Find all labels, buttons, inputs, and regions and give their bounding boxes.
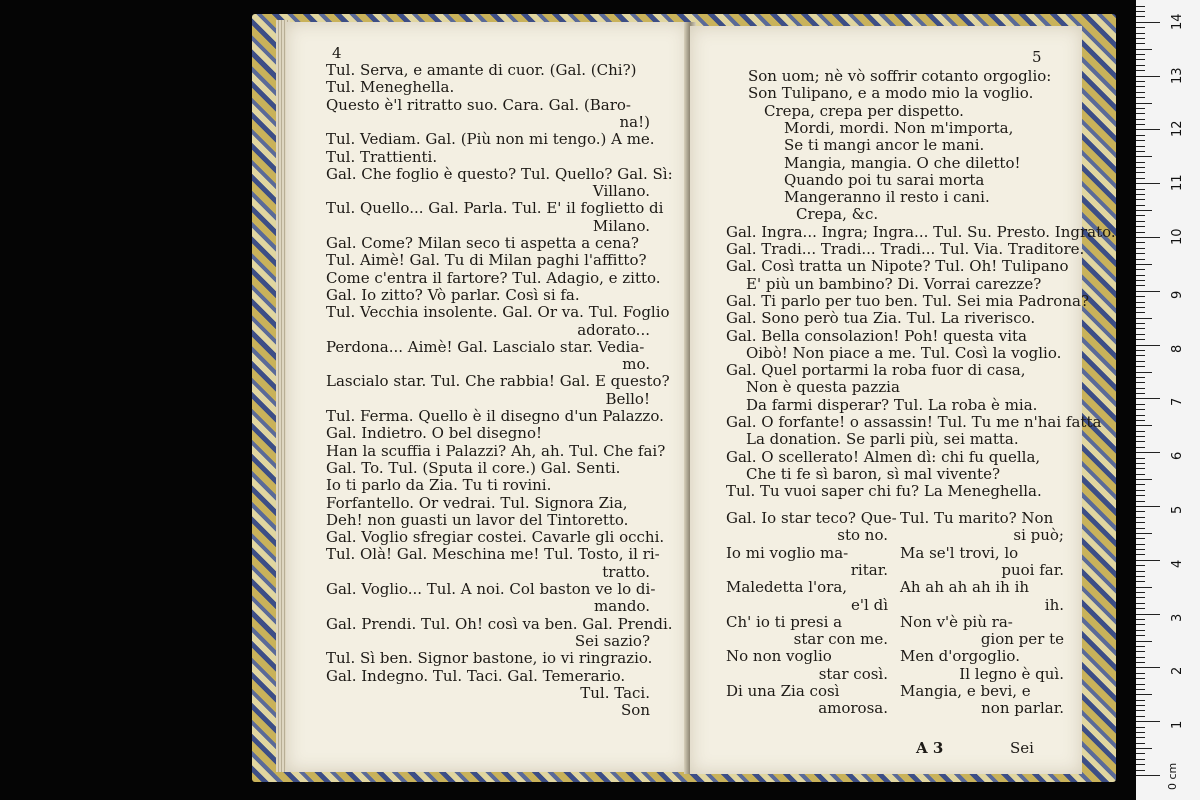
ruler-number: 8 bbox=[1170, 344, 1185, 353]
ruler-tick bbox=[1136, 135, 1145, 136]
duet-left-line: Io mi voglio ma- bbox=[726, 543, 849, 562]
left-text-line: na!) bbox=[619, 112, 650, 131]
ruler-number: 3 bbox=[1170, 613, 1185, 622]
duet-right-line: non parlar. bbox=[981, 699, 1064, 718]
ruler-tick bbox=[1136, 587, 1152, 588]
ruler-tick bbox=[1136, 463, 1145, 464]
ruler-tick bbox=[1136, 635, 1145, 636]
left-text-line: Tul. Sì ben. Signor bastone, io vi ringrazio. bbox=[326, 649, 653, 668]
left-text-line: Tul. Meneghella. bbox=[326, 78, 455, 97]
right-text-line: Tul. Tu vuoi saper chi fu? La Meneghella. bbox=[726, 482, 1042, 501]
ruler-tick bbox=[1136, 339, 1145, 340]
ruler-tick bbox=[1136, 581, 1145, 582]
ruler-tick bbox=[1136, 253, 1145, 254]
right-text-line: Quando poi tu sarai morta bbox=[784, 170, 985, 189]
ruler-unit-label: 0 cm bbox=[1166, 762, 1179, 790]
ruler-tick bbox=[1136, 775, 1160, 776]
ruler-tick bbox=[1136, 307, 1145, 308]
ruler-tick bbox=[1136, 210, 1152, 211]
ruler-tick bbox=[1136, 710, 1145, 711]
ruler-tick bbox=[1136, 377, 1145, 378]
duet-left-line: star così. bbox=[818, 664, 888, 683]
left-text-line: Tul. Olà! Gal. Meschina me! Tul. Tosto, il ri- bbox=[326, 545, 660, 564]
right-text-line: Da farmi disperar? Tul. La roba è mia. bbox=[746, 395, 1038, 414]
ruler-number: 4 bbox=[1170, 559, 1185, 568]
ruler-tick bbox=[1136, 705, 1145, 706]
ruler-tick bbox=[1136, 237, 1160, 238]
left-text-line: Lascialo star. Tul. Che rabbia! Gal. E questo? bbox=[326, 372, 670, 391]
ruler-tick bbox=[1136, 684, 1145, 685]
right-text-line: Gal. O forfante! o assassin! Tul. Tu me n'hai fatta bbox=[726, 413, 1102, 431]
ruler-tick bbox=[1136, 743, 1145, 744]
ruler-tick bbox=[1136, 140, 1145, 141]
right-text-line: Se ti mangi ancor le mani. bbox=[784, 136, 985, 155]
ruler-tick bbox=[1136, 468, 1145, 469]
ruler-tick bbox=[1136, 129, 1160, 130]
right-text-line: Non è questa pazzia bbox=[746, 378, 900, 397]
left-text-line: mando. bbox=[594, 597, 650, 616]
catchword: Sei bbox=[1010, 739, 1034, 757]
ruler-tick bbox=[1136, 259, 1145, 260]
left-text-line: Tul. Ferma. Quello è il disegno d'un Palazzo. bbox=[326, 407, 664, 425]
ruler-tick bbox=[1136, 528, 1145, 529]
ruler-tick bbox=[1136, 630, 1145, 631]
duet-left-line: No non voglio bbox=[726, 647, 832, 666]
right-text-line: Gal. Ti parlo per tuo ben. Tul. Sei mia Padrona? bbox=[726, 291, 1089, 310]
ruler-tick bbox=[1136, 70, 1145, 71]
ruler-tick bbox=[1136, 764, 1145, 765]
ruler-tick bbox=[1136, 452, 1160, 453]
ruler-tick bbox=[1136, 393, 1145, 394]
left-text-line: mo. bbox=[622, 355, 650, 374]
ruler-tick bbox=[1136, 372, 1152, 373]
ruler-tick bbox=[1136, 689, 1145, 690]
ruler-tick bbox=[1136, 501, 1145, 502]
ruler-tick bbox=[1136, 280, 1145, 281]
signature-mark: A 3 bbox=[916, 739, 944, 757]
left-text-line: Tul. Taci. bbox=[580, 683, 650, 702]
ruler-tick bbox=[1136, 673, 1145, 674]
duet-right-line: Ah ah ah ah ih ih bbox=[900, 578, 1030, 597]
ruler-tick bbox=[1136, 732, 1145, 733]
duet-left-line: Ch' io ti presi a bbox=[726, 612, 843, 631]
ruler-tick bbox=[1136, 576, 1145, 577]
right-text-line: Gal. Ingra... Ingra; Ingra... Tul. Su. Presto. Ingrato. bbox=[726, 222, 1116, 241]
duet-left-line: amorosa. bbox=[818, 699, 888, 718]
left-text-line: Gal. Indietro. O bel disegno! bbox=[326, 424, 543, 443]
ruler-tick bbox=[1136, 554, 1145, 555]
ruler-tick bbox=[1136, 156, 1152, 157]
ruler-number: 7 bbox=[1170, 398, 1185, 407]
ruler-tick bbox=[1136, 54, 1145, 55]
ruler-tick bbox=[1136, 431, 1145, 432]
left-page-number: 4 bbox=[332, 44, 342, 62]
ruler-tick bbox=[1136, 737, 1145, 738]
right-text-line: Gal. Bella consolazion! Poh! questa vita bbox=[726, 326, 1028, 345]
ruler-tick bbox=[1136, 608, 1145, 609]
ruler-tick bbox=[1136, 641, 1152, 642]
duet-right-line: puoi far. bbox=[1001, 560, 1064, 579]
ruler-tick bbox=[1136, 11, 1145, 12]
ruler-tick bbox=[1136, 65, 1145, 66]
ruler-tick bbox=[1136, 436, 1145, 437]
ruler-tick bbox=[1136, 544, 1145, 545]
ruler-tick bbox=[1136, 38, 1145, 39]
ruler-tick bbox=[1136, 420, 1145, 421]
ruler-tick bbox=[1136, 721, 1160, 722]
duet-right-line: si può; bbox=[1013, 526, 1064, 545]
ruler-tick bbox=[1136, 517, 1145, 518]
ruler-tick bbox=[1136, 242, 1145, 243]
ruler-tick bbox=[1136, 603, 1145, 604]
ruler-tick bbox=[1136, 189, 1145, 190]
right-text-line: Gal. Così tratta un Nipote? Tul. Oh! Tulipano bbox=[726, 257, 1069, 276]
right-page-number: 5 bbox=[1032, 48, 1042, 66]
ruler-number: 5 bbox=[1170, 505, 1185, 514]
ruler-tick bbox=[1136, 388, 1145, 389]
ruler-tick bbox=[1136, 565, 1145, 566]
right-text-line: E' più un bambino? Di. Vorrai carezze? bbox=[746, 274, 1042, 293]
duet-right-line: Men d'orgoglio. bbox=[900, 647, 1020, 666]
ruler-number: 12 bbox=[1170, 120, 1185, 138]
ruler-tick bbox=[1136, 533, 1152, 534]
ruler-tick bbox=[1136, 441, 1145, 442]
left-text-line: adorato... bbox=[577, 320, 650, 339]
left-text-line: Tul. Vediam. Gal. (Più non mi tengo.) A me. bbox=[326, 130, 655, 149]
duet-right-line: Mangia, e bevi, e bbox=[900, 682, 1031, 700]
ruler-tick bbox=[1136, 474, 1145, 475]
ruler-tick bbox=[1136, 727, 1145, 728]
ruler-tick bbox=[1136, 409, 1145, 410]
ruler-tick bbox=[1136, 92, 1145, 93]
duet-right-line: gion per te bbox=[980, 630, 1064, 649]
ruler-tick bbox=[1136, 81, 1145, 82]
ruler-tick bbox=[1136, 694, 1152, 695]
ruler-tick bbox=[1136, 490, 1145, 491]
left-page bbox=[286, 22, 688, 772]
duet-left-line: Di una Zia così bbox=[726, 682, 840, 700]
duet-left-line: Maledetta l'ora, bbox=[726, 578, 848, 597]
ruler-tick bbox=[1136, 667, 1160, 668]
ruler-tick bbox=[1136, 404, 1145, 405]
ruler-tick bbox=[1136, 183, 1160, 184]
ruler-number: 1 bbox=[1170, 720, 1185, 730]
ruler-tick bbox=[1136, 108, 1145, 109]
ruler-number: 13 bbox=[1170, 67, 1185, 84]
left-text-line: Come c'entra il fartore? Tul. Adagio, e zitto. bbox=[326, 268, 661, 287]
left-text-line: Tul. Serva, e amante di cuor. (Gal. (Chi?) bbox=[326, 61, 637, 79]
left-text-line: Tul. Trattienti. bbox=[326, 147, 438, 166]
ruler-tick bbox=[1136, 76, 1160, 77]
left-text-line: Deh! non guasti un lavor del Tintoretto. bbox=[326, 510, 629, 529]
ruler-tick bbox=[1136, 49, 1152, 50]
ruler-number: 9 bbox=[1170, 290, 1185, 299]
ruler-tick bbox=[1136, 328, 1145, 329]
ruler-number: 14 bbox=[1170, 13, 1185, 30]
ruler-tick bbox=[1136, 646, 1145, 647]
ruler-tick bbox=[1136, 194, 1145, 195]
left-text-line: Gal. Voglio sfregiar costei. Cavarle gli occhi. bbox=[326, 528, 665, 547]
ruler-tick bbox=[1136, 651, 1145, 652]
right-text-line: Che ti fe sì baron, sì mal vivente? bbox=[746, 464, 1001, 483]
ruler-tick bbox=[1136, 657, 1145, 658]
ruler-tick bbox=[1136, 592, 1145, 593]
duet-right-line: ih. bbox=[1044, 595, 1064, 614]
right-text-line: Mangeranno il resto i cani. bbox=[784, 188, 990, 207]
left-text-line: Tul. Aimè! Gal. Tu di Milan paghi l'affitto? bbox=[326, 251, 647, 270]
left-text-line: Han la scuffia i Palazzi? Ah, ah. Tul. Che fai? bbox=[326, 441, 666, 460]
ruler-tick bbox=[1136, 753, 1145, 754]
right-text-line: Mangia, mangia. O che diletto! bbox=[784, 153, 1021, 172]
left-text-line: Questo è'l ritratto suo. Cara. Gal. (Baro- bbox=[326, 95, 631, 114]
right-text-line: La donation. Se parli più, sei matta. bbox=[746, 430, 1019, 449]
duet-left-line: star con me. bbox=[793, 630, 888, 649]
left-text-line: Sei sazio? bbox=[574, 631, 650, 650]
ruler-number: 2 bbox=[1170, 667, 1185, 676]
duet-right-line: Non v'è più ra- bbox=[900, 612, 1013, 631]
left-text-line: Milano. bbox=[592, 216, 650, 235]
ruler-tick bbox=[1136, 302, 1145, 303]
ruler-tick bbox=[1136, 345, 1160, 346]
ruler-tick bbox=[1136, 285, 1145, 286]
right-text-line: Gal. Tradi... Tradi... Tradi... Tul. Via. Traditore. bbox=[726, 240, 1085, 258]
ruler-tick bbox=[1136, 678, 1145, 679]
ruler-tick bbox=[1136, 162, 1145, 163]
right-text-line: Oibò! Non piace a me. Tul. Così la voglio. bbox=[746, 343, 1062, 362]
ruler-tick bbox=[1136, 178, 1145, 179]
duet-left-line: Gal. Io star teco? Que- bbox=[726, 509, 897, 527]
ruler-number: 11 bbox=[1170, 174, 1185, 192]
ruler-tick bbox=[1136, 269, 1145, 270]
ruler-tick bbox=[1136, 415, 1145, 416]
ruler-tick bbox=[1136, 312, 1145, 313]
left-text-line: Gal. To. Tul. (Sputa il core.) Gal. Senti. bbox=[326, 458, 621, 477]
ruler-tick bbox=[1136, 571, 1145, 572]
left-text-line: tratto. bbox=[602, 562, 650, 581]
ruler-tick bbox=[1136, 619, 1145, 620]
right-text-line: Gal. O scellerato! Almen dì: chi fu quella, bbox=[726, 447, 1041, 466]
left-text-line: Gal. Io zitto? Vò parlar. Così si fa. bbox=[326, 285, 580, 304]
ruler-tick bbox=[1136, 495, 1145, 496]
left-text-line: Gal. Voglio... Tul. A noi. Col baston ve lo di- bbox=[326, 580, 656, 598]
ruler-tick bbox=[1136, 221, 1145, 222]
ruler-tick bbox=[1136, 199, 1145, 200]
left-text-line: Son bbox=[621, 701, 650, 720]
ruler-tick bbox=[1136, 366, 1145, 367]
duet-left-line: sto no. bbox=[837, 526, 888, 545]
ruler-tick bbox=[1136, 458, 1145, 459]
ruler-tick bbox=[1136, 215, 1145, 216]
ruler-tick bbox=[1136, 382, 1145, 383]
ruler-tick bbox=[1136, 16, 1145, 17]
ruler-tick bbox=[1136, 119, 1145, 120]
ruler-tick bbox=[1136, 484, 1145, 485]
ruler-number: 6 bbox=[1170, 451, 1185, 461]
measuring-ruler bbox=[1136, 0, 1200, 800]
ruler-tick bbox=[1136, 597, 1145, 598]
ruler-tick bbox=[1136, 86, 1145, 87]
ruler-tick bbox=[1136, 33, 1145, 34]
ruler-tick bbox=[1136, 318, 1152, 319]
ruler-tick bbox=[1136, 248, 1145, 249]
ruler-tick bbox=[1136, 759, 1145, 760]
ruler-tick bbox=[1136, 291, 1160, 292]
left-text-line: Gal. Prendi. Tul. Oh! così va ben. Gal. Prendi. bbox=[326, 614, 673, 633]
ruler-tick bbox=[1136, 151, 1145, 152]
left-text-line: Io ti parlo da Zia. Tu ti rovini. bbox=[326, 476, 552, 495]
right-page bbox=[690, 26, 1116, 774]
ruler-tick bbox=[1136, 511, 1145, 512]
right-text-line: Crepa, crepa per dispetto. bbox=[764, 101, 964, 120]
ruler-tick bbox=[1136, 770, 1145, 771]
left-text-line: Bello! bbox=[605, 389, 650, 408]
ruler-tick bbox=[1136, 226, 1145, 227]
ruler-tick bbox=[1136, 350, 1145, 351]
ruler-tick bbox=[1136, 479, 1152, 480]
duet-right-line: Il legno è quì. bbox=[959, 664, 1064, 683]
ruler-tick bbox=[1136, 549, 1145, 550]
ruler-tick bbox=[1136, 172, 1145, 173]
ruler-tick bbox=[1136, 43, 1145, 44]
right-text-line: Mordi, mordi. Non m'importa, bbox=[784, 118, 1014, 137]
ruler-tick bbox=[1136, 264, 1152, 265]
ruler-tick bbox=[1136, 506, 1160, 507]
ruler-tick bbox=[1136, 361, 1145, 362]
duet-right-line: Ma se'l trovi, lo bbox=[900, 543, 1019, 562]
ruler-tick bbox=[1136, 113, 1145, 114]
ruler-tick bbox=[1136, 624, 1145, 625]
ruler-tick bbox=[1136, 748, 1152, 749]
ruler-number: 10 bbox=[1170, 228, 1185, 245]
ruler-tick bbox=[1136, 103, 1152, 104]
left-text-line: Gal. Che foglio è questo? Tul. Quello? Gal. Sì: bbox=[326, 164, 673, 183]
ruler-tick bbox=[1136, 614, 1160, 615]
right-text-line: Gal. Quel portarmi la roba fuor di casa, bbox=[726, 361, 1026, 380]
ruler-tick bbox=[1136, 296, 1145, 297]
ruler-tick bbox=[1136, 355, 1145, 356]
duet-left-line: e'l dì bbox=[851, 595, 888, 614]
ruler-tick bbox=[1136, 398, 1160, 399]
right-text-line: Son uom; nè vò soffrir cotanto orgoglio: bbox=[748, 67, 1052, 85]
duet-right-line: Tul. Tu marito? Non bbox=[900, 509, 1054, 527]
ruler-tick bbox=[1136, 447, 1145, 448]
ruler-tick bbox=[1136, 522, 1145, 523]
ruler-tick bbox=[1136, 538, 1145, 539]
ruler-tick bbox=[1136, 716, 1145, 717]
ruler-tick bbox=[1136, 97, 1145, 98]
ruler-tick bbox=[1136, 425, 1152, 426]
ruler-tick bbox=[1136, 124, 1145, 125]
left-text-line: Tul. Quello... Gal. Parla. Tul. E' il foglietto di bbox=[326, 199, 664, 218]
ruler-tick bbox=[1136, 6, 1145, 7]
duet-left-line: ritar. bbox=[850, 560, 888, 579]
ruler-tick bbox=[1136, 560, 1160, 561]
ruler-tick bbox=[1136, 323, 1145, 324]
left-text-line: Tul. Vecchia insolente. Gal. Or va. Tul. Foglio bbox=[326, 303, 670, 322]
ruler-tick bbox=[1136, 27, 1145, 28]
ruler-tick bbox=[1136, 662, 1145, 663]
ruler-tick bbox=[1136, 205, 1145, 206]
ruler-tick bbox=[1136, 700, 1145, 701]
left-text-line: Villano. bbox=[592, 182, 650, 201]
ruler-tick bbox=[1136, 232, 1145, 233]
left-text-line: Perdona... Aimè! Gal. Lascialo star. Vedia- bbox=[326, 337, 645, 356]
ruler-tick bbox=[1136, 275, 1145, 276]
right-text-line: Gal. Sono però tua Zia. Tul. La riverisco. bbox=[726, 309, 1036, 328]
ruler-tick bbox=[1136, 59, 1145, 60]
left-text-line: Forfantello. Or vedrai. Tul. Signora Zia, bbox=[326, 493, 628, 512]
ruler-tick bbox=[1136, 146, 1145, 147]
left-text-line: Gal. Come? Milan seco ti aspetta a cena? bbox=[326, 234, 639, 252]
left-text-line: Gal. Indegno. Tul. Taci. Gal. Temerario. bbox=[326, 666, 626, 685]
ruler-tick bbox=[1136, 22, 1160, 23]
right-text-line: Son Tulipano, e a modo mio la voglio. bbox=[748, 84, 1034, 103]
ruler-tick bbox=[1136, 334, 1145, 335]
ruler-tick bbox=[1136, 167, 1145, 168]
right-text-line: Crepa, &c. bbox=[796, 205, 879, 224]
